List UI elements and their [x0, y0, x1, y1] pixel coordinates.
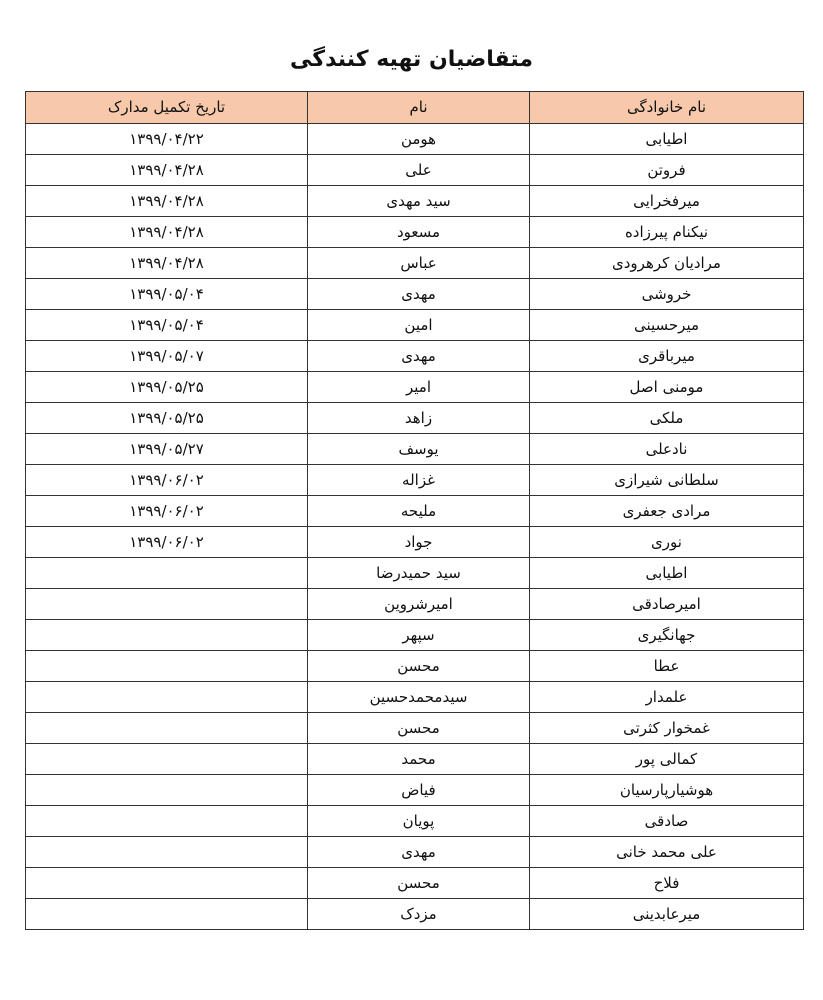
family-name-cell: میرعابدینی: [530, 899, 804, 930]
completion-date-cell: ۱۳۹۹/۰۴/۲۸: [26, 186, 308, 217]
table-row: [26, 217, 804, 248]
table-row: [26, 620, 804, 651]
first-name-cell: امیر: [308, 372, 530, 403]
first-name-cell: فیاض: [308, 775, 530, 806]
table-row: [26, 837, 804, 868]
first-name-cell: امیرشروین: [308, 589, 530, 620]
first-name-cell: مسعود: [308, 217, 530, 248]
table-row: [26, 434, 804, 465]
family-name-cell: نیکنام پیرزاده: [530, 217, 804, 248]
completion-date-cell: [26, 868, 308, 899]
completion-date-cell: [26, 744, 308, 775]
completion-date-cell: ۱۳۹۹/۰۴/۲۲: [26, 124, 308, 155]
family-name-cell: میرحسینی: [530, 310, 804, 341]
first-name-cell: محسن: [308, 713, 530, 744]
family-name-cell: نوری: [530, 527, 804, 558]
completion-date-cell: [26, 837, 308, 868]
first-name-cell: مهدی: [308, 279, 530, 310]
table-row: [26, 248, 804, 279]
first-name-cell: یوسف: [308, 434, 530, 465]
table-row: [26, 868, 804, 899]
family-name-cell: ملکی: [530, 403, 804, 434]
completion-date-cell: ۱۳۹۹/۰۶/۰۲: [26, 527, 308, 558]
table-row: [26, 403, 804, 434]
completion-date-cell: ۱۳۹۹/۰۵/۰۴: [26, 279, 308, 310]
completion-date-cell: ۱۳۹۹/۰۵/۲۷: [26, 434, 308, 465]
applicants-table: [25, 91, 804, 930]
completion-date-cell: [26, 713, 308, 744]
first-name-cell: سید حمیدرضا: [308, 558, 530, 589]
family-name-cell: جهانگیری: [530, 620, 804, 651]
family-name-cell: خروشی: [530, 279, 804, 310]
family-name-cell: امیرصادقی: [530, 589, 804, 620]
first-name-cell: جواد: [308, 527, 530, 558]
family-name-cell: مرادیان کرهرودی: [530, 248, 804, 279]
first-name-cell: هومن: [308, 124, 530, 155]
family-name-cell: سلطانی شیرازی: [530, 465, 804, 496]
first-name-cell: محسن: [308, 868, 530, 899]
first-name-cell: مزدک: [308, 899, 530, 930]
table-row: [26, 682, 804, 713]
first-name-cell: مهدی: [308, 341, 530, 372]
family-name-cell: کمالی پور: [530, 744, 804, 775]
family-name-cell: اطیابی: [530, 558, 804, 589]
table-row: [26, 651, 804, 682]
first-name-cell: عباس: [308, 248, 530, 279]
completion-date-cell: ۱۳۹۹/۰۶/۰۲: [26, 496, 308, 527]
table-row: [26, 744, 804, 775]
first-name-cell: سپهر: [308, 620, 530, 651]
family-name-cell: علی محمد خانی: [530, 837, 804, 868]
table-row: [26, 124, 804, 155]
page-title: متقاضیان تهیه کنندگی: [290, 47, 533, 72]
completion-date-cell: [26, 682, 308, 713]
first-name-cell: ملیحه: [308, 496, 530, 527]
first-name-cell: امین: [308, 310, 530, 341]
first-name-cell: مهدی: [308, 837, 530, 868]
first-name-cell: محسن: [308, 651, 530, 682]
column-header-name: نام: [308, 92, 530, 124]
family-name-cell: اطیابی: [530, 124, 804, 155]
family-name-cell: مرادی جعفری: [530, 496, 804, 527]
first-name-cell: غزاله: [308, 465, 530, 496]
table-row: [26, 341, 804, 372]
table-row: [26, 806, 804, 837]
family-name-cell: مومنی اصل: [530, 372, 804, 403]
first-name-cell: سیدمحمدحسین: [308, 682, 530, 713]
family-name-cell: هوشیارپارسیان: [530, 775, 804, 806]
completion-date-cell: ۱۳۹۹/۰۴/۲۸: [26, 155, 308, 186]
completion-date-cell: [26, 775, 308, 806]
completion-date-cell: ۱۳۹۹/۰۵/۰۴: [26, 310, 308, 341]
family-name-cell: میرباقری: [530, 341, 804, 372]
table-row: [26, 558, 804, 589]
table-body: [26, 124, 804, 930]
table-row: [26, 465, 804, 496]
family-name-cell: فلاح: [530, 868, 804, 899]
family-name-cell: عطا: [530, 651, 804, 682]
family-name-cell: علمدار: [530, 682, 804, 713]
table-row: [26, 527, 804, 558]
completion-date-cell: [26, 558, 308, 589]
family-name-cell: غمخوار کثرتی: [530, 713, 804, 744]
table-row: [26, 155, 804, 186]
column-header-date: تاریخ تکمیل مدارک: [26, 92, 308, 124]
table-row: [26, 713, 804, 744]
completion-date-cell: ۱۳۹۹/۰۵/۰۷: [26, 341, 308, 372]
completion-date-cell: ۱۳۹۹/۰۵/۲۵: [26, 372, 308, 403]
table-row: [26, 279, 804, 310]
first-name-cell: زاهد: [308, 403, 530, 434]
family-name-cell: میرفخرایی: [530, 186, 804, 217]
table-row: [26, 589, 804, 620]
first-name-cell: محمد: [308, 744, 530, 775]
completion-date-cell: [26, 899, 308, 930]
family-name-cell: صادقی: [530, 806, 804, 837]
table-row: [26, 186, 804, 217]
completion-date-cell: [26, 806, 308, 837]
completion-date-cell: [26, 651, 308, 682]
table-row: [26, 310, 804, 341]
first-name-cell: پویان: [308, 806, 530, 837]
completion-date-cell: ۱۳۹۹/۰۶/۰۲: [26, 465, 308, 496]
family-name-cell: نادعلی: [530, 434, 804, 465]
first-name-cell: علی: [308, 155, 530, 186]
table-row: [26, 899, 804, 930]
completion-date-cell: [26, 620, 308, 651]
first-name-cell: سید مهدی: [308, 186, 530, 217]
table-row: [26, 775, 804, 806]
table-header-row: [26, 92, 804, 124]
table-row: [26, 372, 804, 403]
completion-date-cell: [26, 589, 308, 620]
table-row: [26, 496, 804, 527]
completion-date-cell: ۱۳۹۹/۰۴/۲۸: [26, 248, 308, 279]
completion-date-cell: ۱۳۹۹/۰۴/۲۸: [26, 217, 308, 248]
column-header-family: نام خانوادگی: [530, 92, 804, 124]
family-name-cell: فروتن: [530, 155, 804, 186]
completion-date-cell: ۱۳۹۹/۰۵/۲۵: [26, 403, 308, 434]
